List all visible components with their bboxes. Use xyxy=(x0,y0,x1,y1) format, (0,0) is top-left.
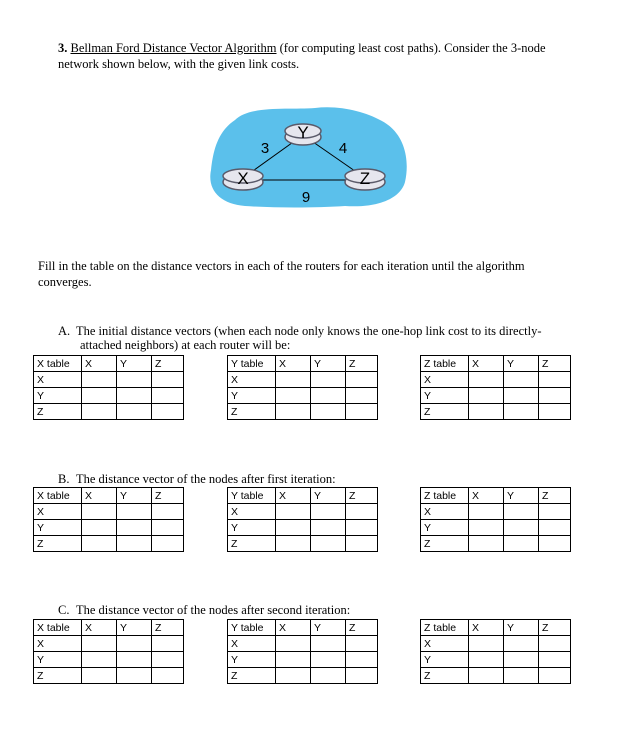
distance-cell[interactable] xyxy=(117,504,152,520)
distance-cell[interactable] xyxy=(504,404,539,420)
distance-cell[interactable] xyxy=(276,668,311,684)
distance-cell[interactable] xyxy=(346,388,378,404)
distance-cell[interactable] xyxy=(152,388,184,404)
distance-cell[interactable] xyxy=(276,388,311,404)
distance-cell[interactable] xyxy=(82,520,117,536)
distance-cell[interactable] xyxy=(152,536,184,552)
table-row xyxy=(421,372,571,388)
column-header-y: Y xyxy=(117,488,152,504)
table-row xyxy=(421,536,571,552)
table-title: Z table xyxy=(421,620,469,636)
table-header-row xyxy=(228,620,378,636)
part-a-heading xyxy=(58,324,578,352)
row-header-y: Y xyxy=(421,652,469,668)
row-header-x: X xyxy=(228,372,276,388)
distance-cell[interactable] xyxy=(152,668,184,684)
row-header-x: X xyxy=(421,504,469,520)
part-b-text: The distance vector of the nodes after first iteration: xyxy=(76,472,336,486)
table-title: Z table xyxy=(421,488,469,504)
instruction-text xyxy=(38,258,578,290)
table-header-row xyxy=(421,488,571,504)
instruction-line-2: converges. xyxy=(38,275,92,289)
part-b-y-table xyxy=(227,487,378,552)
row-header-y: Y xyxy=(228,388,276,404)
table-title: X table xyxy=(34,356,82,372)
distance-cell[interactable] xyxy=(469,652,504,668)
distance-cell[interactable] xyxy=(117,388,152,404)
distance-cell[interactable] xyxy=(117,652,152,668)
column-header-z: Z xyxy=(539,620,571,636)
distance-cell[interactable] xyxy=(504,652,539,668)
table-row xyxy=(228,668,378,684)
column-header-z: Z xyxy=(346,620,378,636)
distance-cell[interactable] xyxy=(469,388,504,404)
distance-cell[interactable] xyxy=(82,536,117,552)
instruction-line-1: Fill in the table on the distance vectors in each of the routers for each iteration until the algorithm xyxy=(38,259,525,273)
column-header-y: Y xyxy=(504,620,539,636)
column-header-y: Y xyxy=(504,356,539,372)
table-header-row xyxy=(228,488,378,504)
distance-cell[interactable] xyxy=(82,388,117,404)
distance-cell[interactable] xyxy=(311,652,346,668)
question-line-1 xyxy=(58,40,578,56)
column-header-z: Z xyxy=(346,488,378,504)
part-a-letter: A. xyxy=(58,324,71,338)
table-row xyxy=(421,388,571,404)
table-header-row xyxy=(34,356,184,372)
question-line-2: network shown below, with the given link costs. xyxy=(58,57,300,71)
distance-cell[interactable] xyxy=(117,372,152,388)
distance-cell[interactable] xyxy=(117,668,152,684)
router-x xyxy=(223,169,263,190)
table-row xyxy=(421,652,571,668)
distance-cell[interactable] xyxy=(504,520,539,536)
table-row xyxy=(228,636,378,652)
table-row xyxy=(421,404,571,420)
distance-cell[interactable] xyxy=(276,372,311,388)
part-c-heading xyxy=(58,603,578,617)
part-a-y-table xyxy=(227,355,378,420)
link-cost-x-y: 3 xyxy=(260,140,270,157)
table-row xyxy=(228,652,378,668)
distance-cell[interactable] xyxy=(469,636,504,652)
row-header-x: X xyxy=(34,636,82,652)
column-header-x: X xyxy=(469,488,504,504)
distance-cell[interactable] xyxy=(276,504,311,520)
distance-cell[interactable] xyxy=(117,404,152,420)
part-c-x-table xyxy=(33,619,184,684)
table-row xyxy=(34,636,184,652)
distance-cell[interactable] xyxy=(539,372,571,388)
part-a-text-line-2: attached neighbors) at each router will be: xyxy=(80,338,291,352)
table-title: Y table xyxy=(228,620,276,636)
router-y-label: Y xyxy=(297,123,309,142)
distance-cell[interactable] xyxy=(152,404,184,420)
column-header-z: Z xyxy=(539,488,571,504)
row-header-z: Z xyxy=(421,404,469,420)
distance-cell[interactable] xyxy=(504,504,539,520)
question-heading xyxy=(58,40,578,72)
row-header-z: Z xyxy=(228,668,276,684)
distance-cell[interactable] xyxy=(539,652,571,668)
table-row xyxy=(421,668,571,684)
table-row xyxy=(421,520,571,536)
column-header-z: Z xyxy=(152,356,184,372)
row-header-y: Y xyxy=(421,388,469,404)
distance-cell[interactable] xyxy=(469,504,504,520)
distance-cell[interactable] xyxy=(311,504,346,520)
part-b-x-table xyxy=(33,487,184,552)
table-row xyxy=(421,504,571,520)
row-header-x: X xyxy=(228,636,276,652)
distance-cell[interactable] xyxy=(311,668,346,684)
column-header-x: X xyxy=(276,620,311,636)
link-cost-y-z: 4 xyxy=(338,140,348,157)
distance-cell[interactable] xyxy=(311,636,346,652)
distance-cell[interactable] xyxy=(346,520,378,536)
distance-cell[interactable] xyxy=(311,388,346,404)
distance-cell[interactable] xyxy=(469,372,504,388)
distance-cell[interactable] xyxy=(539,636,571,652)
table-row xyxy=(34,504,184,520)
part-c-letter: C. xyxy=(58,603,70,617)
distance-cell[interactable] xyxy=(346,636,378,652)
table-row xyxy=(34,536,184,552)
distance-cell[interactable] xyxy=(539,536,571,552)
column-header-y: Y xyxy=(117,620,152,636)
distance-cell[interactable] xyxy=(346,504,378,520)
distance-cell[interactable] xyxy=(276,636,311,652)
table-row xyxy=(34,668,184,684)
row-header-y: Y xyxy=(421,520,469,536)
column-header-y: Y xyxy=(311,488,346,504)
row-header-z: Z xyxy=(228,404,276,420)
distance-cell[interactable] xyxy=(504,388,539,404)
row-header-z: Z xyxy=(421,536,469,552)
part-c-z-table xyxy=(420,619,571,684)
table-header-row xyxy=(421,356,571,372)
router-z xyxy=(345,169,385,190)
column-header-y: Y xyxy=(311,356,346,372)
distance-cell[interactable] xyxy=(346,652,378,668)
table-row xyxy=(34,404,184,420)
table-row xyxy=(228,388,378,404)
table-header-row xyxy=(421,620,571,636)
distance-cell[interactable] xyxy=(504,536,539,552)
distance-cell[interactable] xyxy=(469,404,504,420)
distance-cell[interactable] xyxy=(504,636,539,652)
row-header-y: Y xyxy=(228,652,276,668)
distance-cell[interactable] xyxy=(82,668,117,684)
table-title: Z table xyxy=(421,356,469,372)
table-title: Y table xyxy=(228,488,276,504)
part-a-z-table xyxy=(420,355,571,420)
distance-cell[interactable] xyxy=(276,652,311,668)
table-row xyxy=(228,504,378,520)
distance-cell[interactable] xyxy=(539,504,571,520)
distance-cell[interactable] xyxy=(469,536,504,552)
table-row xyxy=(34,652,184,668)
row-header-y: Y xyxy=(228,520,276,536)
table-row xyxy=(228,536,378,552)
table-title: X table xyxy=(34,620,82,636)
table-row xyxy=(421,636,571,652)
distance-cell[interactable] xyxy=(469,520,504,536)
network-diagram-svg xyxy=(205,100,415,215)
column-header-y: Y xyxy=(311,620,346,636)
distance-cell[interactable] xyxy=(346,404,378,420)
part-a-text-line-1: The initial distance vectors (when each node only knows the one-hop link cost to its directly- xyxy=(76,324,542,338)
network-diagram xyxy=(205,100,415,215)
table-row xyxy=(34,388,184,404)
distance-cell[interactable] xyxy=(117,536,152,552)
row-header-x: X xyxy=(421,372,469,388)
distance-cell[interactable] xyxy=(539,404,571,420)
table-header-row xyxy=(34,488,184,504)
row-header-x: X xyxy=(421,636,469,652)
distance-cell[interactable] xyxy=(276,520,311,536)
distance-cell[interactable] xyxy=(82,652,117,668)
table-row xyxy=(34,372,184,388)
table-title: X table xyxy=(34,488,82,504)
row-header-x: X xyxy=(34,504,82,520)
part-c-y-table xyxy=(227,619,378,684)
column-header-z: Z xyxy=(539,356,571,372)
distance-cell[interactable] xyxy=(539,668,571,684)
router-z-label: Z xyxy=(359,169,371,188)
distance-cell[interactable] xyxy=(82,504,117,520)
part-b-letter: B. xyxy=(58,472,70,486)
distance-cell[interactable] xyxy=(82,404,117,420)
link-cost-x-z: 9 xyxy=(301,189,311,206)
distance-cell[interactable] xyxy=(152,504,184,520)
row-header-z: Z xyxy=(421,668,469,684)
row-header-x: X xyxy=(228,504,276,520)
distance-cell[interactable] xyxy=(311,536,346,552)
column-header-x: X xyxy=(469,356,504,372)
part-a-x-table xyxy=(33,355,184,420)
distance-cell[interactable] xyxy=(152,520,184,536)
distance-cell[interactable] xyxy=(311,404,346,420)
row-header-x: X xyxy=(34,372,82,388)
column-header-x: X xyxy=(469,620,504,636)
column-header-y: Y xyxy=(117,356,152,372)
part-b-z-table xyxy=(420,487,571,552)
distance-cell[interactable] xyxy=(117,520,152,536)
distance-cell[interactable] xyxy=(469,668,504,684)
column-header-x: X xyxy=(82,488,117,504)
distance-cell[interactable] xyxy=(276,404,311,420)
column-header-x: X xyxy=(82,620,117,636)
distance-cell[interactable] xyxy=(82,636,117,652)
distance-cell[interactable] xyxy=(117,636,152,652)
router-y xyxy=(285,123,321,145)
distance-cell[interactable] xyxy=(152,652,184,668)
row-header-z: Z xyxy=(34,404,82,420)
column-header-z: Z xyxy=(346,356,378,372)
distance-cell[interactable] xyxy=(82,372,117,388)
table-row xyxy=(228,372,378,388)
distance-cell[interactable] xyxy=(152,372,184,388)
column-header-z: Z xyxy=(152,488,184,504)
column-header-x: X xyxy=(276,356,311,372)
row-header-z: Z xyxy=(34,536,82,552)
part-c-text: The distance vector of the nodes after second iteration: xyxy=(76,603,351,617)
question-title: Bellman Ford Distance Vector Algorithm xyxy=(70,41,277,55)
distance-cell[interactable] xyxy=(346,668,378,684)
row-header-y: Y xyxy=(34,652,82,668)
row-header-y: Y xyxy=(34,520,82,536)
distance-cell[interactable] xyxy=(276,536,311,552)
column-header-x: X xyxy=(276,488,311,504)
row-header-z: Z xyxy=(34,668,82,684)
part-b-heading xyxy=(58,472,578,486)
distance-cell[interactable] xyxy=(311,372,346,388)
table-title: Y table xyxy=(228,356,276,372)
distance-cell[interactable] xyxy=(539,520,571,536)
distance-cell[interactable] xyxy=(346,536,378,552)
table-row xyxy=(228,404,378,420)
distance-cell[interactable] xyxy=(504,372,539,388)
distance-cell[interactable] xyxy=(152,636,184,652)
distance-cell[interactable] xyxy=(346,372,378,388)
column-header-y: Y xyxy=(504,488,539,504)
table-row xyxy=(34,520,184,536)
table-header-row xyxy=(34,620,184,636)
distance-cell[interactable] xyxy=(504,668,539,684)
router-x-label: X xyxy=(237,169,249,188)
row-header-z: Z xyxy=(228,536,276,552)
table-row xyxy=(228,520,378,536)
distance-cell[interactable] xyxy=(311,520,346,536)
distance-cell[interactable] xyxy=(539,388,571,404)
table-header-row xyxy=(228,356,378,372)
column-header-x: X xyxy=(82,356,117,372)
question-number: 3. xyxy=(58,41,68,55)
question-line-1-rest: (for computing least cost paths). Consider the 3-node xyxy=(276,41,546,55)
column-header-z: Z xyxy=(152,620,184,636)
row-header-y: Y xyxy=(34,388,82,404)
